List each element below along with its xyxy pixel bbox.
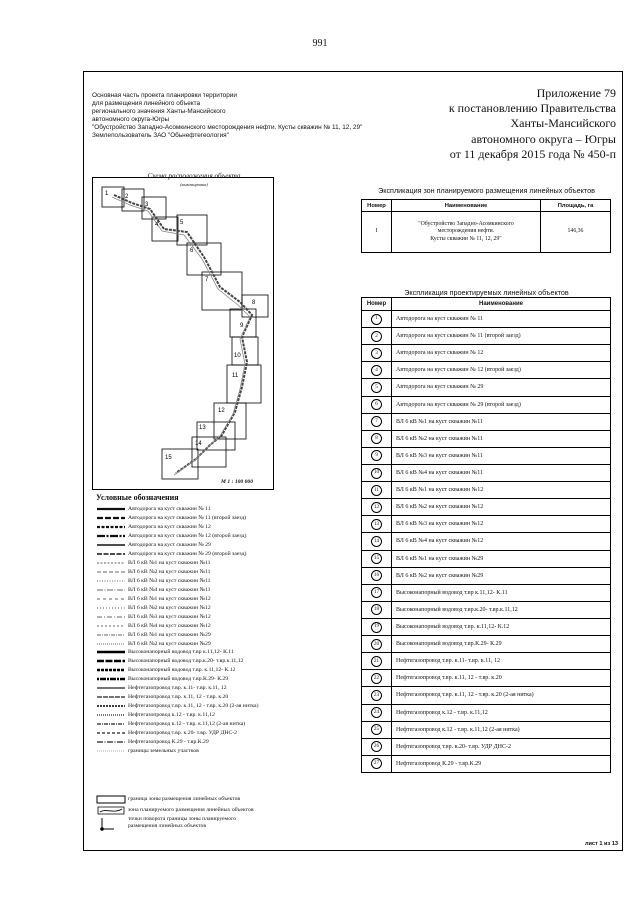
legend-line-sample bbox=[96, 748, 126, 754]
legend-row bbox=[96, 648, 346, 657]
object-number: 14 bbox=[371, 536, 382, 547]
legend-label: Нефтегазопровод К.29 - т.вр.К.29 bbox=[128, 738, 209, 745]
table-row bbox=[362, 601, 611, 618]
scheme-label: 11 bbox=[232, 373, 239, 379]
legend-label: Нефтегазопровод к.12 - т.вр. к.11,12 (2-ая нитка) bbox=[128, 720, 246, 727]
table-row bbox=[362, 636, 611, 653]
object-number-cell bbox=[362, 618, 392, 635]
table-row bbox=[362, 653, 611, 670]
object-number: 27 bbox=[371, 758, 382, 769]
page-number: 991 bbox=[312, 38, 328, 49]
zone-area-symbol bbox=[96, 805, 126, 816]
object-name: Автодорога на куст скважин № 29 bbox=[392, 379, 611, 396]
legend-extra bbox=[96, 794, 346, 832]
legend-label: Высоконапорный водовод т.вр.к.20- т.вр.к.11,12 bbox=[128, 658, 244, 665]
legend-label: ВЛ 6 кВ №3 на куст скважин №11 bbox=[128, 577, 211, 584]
legend-title: Условные обозначения bbox=[96, 493, 179, 502]
legend-label: Нефтегазопровод т.вр. к.11, 12 - т.вр. к.20 bbox=[128, 694, 229, 701]
scheme-route bbox=[114, 195, 252, 473]
object-name: Нефтегазопровод т.вр. к.11, 12 - т.вр. к.20 bbox=[392, 670, 611, 687]
legend-label: Нефтегазопровод к.12 - т.вр. к.11,12 bbox=[128, 712, 215, 719]
legend-row bbox=[96, 702, 346, 711]
zone-boundary-symbol bbox=[96, 795, 126, 804]
objects-header-number: Номер bbox=[362, 298, 392, 311]
legend-label: Высоконапорный водовод т.вр к.11,12- К.11 bbox=[128, 649, 234, 656]
object-name: Нефтегазопровод т.вр. к.11, 12 - т.вр. к.20 (2-ая нитка) bbox=[392, 687, 611, 704]
object-name: Высоконапорный водовод т.вр.К.29- К.29 bbox=[392, 636, 611, 653]
scheme-label: 6 bbox=[190, 248, 194, 254]
legend-label: Высоконапорный водовод т.вр.К.29- К.29 bbox=[128, 676, 229, 683]
table-row bbox=[362, 345, 611, 362]
legend-line-sample bbox=[96, 739, 126, 745]
object-number-cell bbox=[362, 738, 392, 755]
decree-line: автономного округа – Югры bbox=[471, 131, 616, 146]
object-number-cell bbox=[362, 584, 392, 601]
table-row bbox=[362, 755, 611, 772]
legend-line-sample bbox=[96, 712, 126, 718]
object-number: 10 bbox=[371, 468, 382, 479]
legend-label: Автодорога на куст скважин № 12 (второй заезд) bbox=[128, 533, 247, 540]
header-line: Основная часть проекта планировки территории bbox=[92, 92, 237, 99]
legend-row bbox=[96, 746, 346, 755]
object-number: 17 bbox=[371, 587, 382, 598]
scheme-scale: М 1 : 100 000 bbox=[221, 479, 254, 485]
object-number-cell bbox=[362, 653, 392, 670]
object-number: 25 bbox=[371, 724, 382, 735]
object-number: 26 bbox=[371, 741, 382, 752]
table-row bbox=[362, 447, 611, 464]
legend-line-sample bbox=[96, 605, 126, 611]
table-row bbox=[362, 687, 611, 704]
legend-row bbox=[96, 630, 346, 639]
object-name: ВЛ 6 кВ №3 на куст скважин №12 bbox=[392, 516, 611, 533]
legend-label: ВЛ 6 кВ №4 на куст скважин №11 bbox=[128, 586, 211, 593]
object-number-cell bbox=[362, 755, 392, 772]
table-row bbox=[362, 516, 611, 533]
object-name: Нефтегазопровод т.вр. к.11- т.вр. к.11, 12 bbox=[392, 653, 611, 670]
object-number-cell bbox=[362, 704, 392, 721]
table-row bbox=[362, 499, 611, 516]
decree-line: Приложение 79 bbox=[536, 86, 616, 100]
object-name: ВЛ 6 кВ №2 на куст скважин №11 bbox=[392, 430, 611, 447]
object-name: Автодорога на куст скважин № 29 (второй заезд) bbox=[392, 396, 611, 413]
zone-name-line: "Обустройство Западно-Асомкинского bbox=[418, 220, 514, 227]
scheme-label: 12 bbox=[218, 408, 225, 414]
table-row bbox=[362, 379, 611, 396]
legend-row bbox=[96, 621, 346, 630]
object-number-cell bbox=[362, 636, 392, 653]
object-number: 24 bbox=[371, 707, 382, 718]
table-row bbox=[362, 362, 611, 379]
legend-label: Автодорога на куст скважин № 29 (второй заезд) bbox=[128, 551, 247, 558]
legend-line-sample bbox=[96, 542, 126, 548]
scheme-label: 8 bbox=[252, 300, 256, 306]
zone-name-line: Кусты скважин № 11, 12, 29" bbox=[430, 235, 502, 242]
object-name: Автодорога на куст скважин № 11 (второй заезд) bbox=[392, 328, 611, 345]
legend-line-sample bbox=[96, 506, 126, 512]
legend-label: ВЛ 6 кВ №1 на куст скважин №12 bbox=[128, 595, 211, 602]
object-name: Высоконапорный водовод т.вр. к.11,12- К.12 bbox=[392, 618, 611, 635]
legend-row bbox=[96, 514, 346, 523]
legend-line-sample bbox=[96, 551, 126, 557]
table-row bbox=[362, 533, 611, 550]
zones-header-area: Площадь, га bbox=[541, 200, 611, 212]
object-number-cell bbox=[362, 430, 392, 447]
object-number: 8 bbox=[371, 433, 382, 444]
table-row bbox=[362, 670, 611, 687]
legend-row bbox=[96, 728, 346, 737]
scheme-label: 13 bbox=[199, 425, 206, 431]
object-number-cell bbox=[362, 687, 392, 704]
legend-line-sample bbox=[96, 632, 126, 638]
zones-table-title: Экспликация зон планируемого размещения линейных объектов bbox=[378, 186, 595, 195]
legend-line-sample bbox=[96, 614, 126, 620]
object-number: 6 bbox=[371, 399, 382, 410]
document-sheet bbox=[83, 71, 623, 851]
legend-line-sample bbox=[96, 569, 126, 575]
legend-label: Нефтегазопровод т.вр. к.20- т.вр. УДР ДНС-2 bbox=[128, 729, 238, 736]
legend-row bbox=[96, 577, 346, 586]
project-header bbox=[92, 92, 392, 141]
object-number: 7 bbox=[371, 416, 382, 427]
legend-row bbox=[96, 693, 346, 702]
scheme-sheet-labels bbox=[105, 191, 256, 461]
scheme-label: 1 bbox=[105, 191, 109, 197]
sheet-label: лист 1 из 13 bbox=[584, 841, 618, 847]
legend-label: граница зоны размещения линейных объектов bbox=[128, 795, 241, 802]
object-name: ВЛ 6 кВ №4 на куст скважин №12 bbox=[392, 533, 611, 550]
legend-label: Нефтегазопровод т.вр. к.11, 12 - т.вр. к.20 (2-ая нитка) bbox=[128, 703, 259, 710]
objects-table bbox=[361, 297, 611, 773]
legend-line-sample bbox=[96, 641, 126, 647]
object-number-cell bbox=[362, 379, 392, 396]
object-number: 15 bbox=[371, 553, 382, 564]
legend-row bbox=[96, 639, 346, 648]
object-number-cell bbox=[362, 499, 392, 516]
legend-row bbox=[96, 505, 346, 514]
object-name: ВЛ 6 кВ №1 на куст скважин №11 bbox=[392, 413, 611, 430]
scheme-label: 7 bbox=[205, 277, 209, 283]
object-name: ВЛ 6 кВ №2 на куст скважин №12 bbox=[392, 499, 611, 516]
object-name: Нефтегазопровод к.12 - т.вр. к.11,12 (2-ая нитка) bbox=[392, 721, 611, 738]
legend-row bbox=[96, 559, 346, 568]
legend-label: ВЛ 6 кВ №1 на куст скважин №11 bbox=[128, 560, 211, 567]
table-row bbox=[362, 430, 611, 447]
decree-line: Ханты-Мансийского bbox=[510, 116, 616, 131]
legend-label-line: точки поворота границы зоны планируемого bbox=[128, 816, 237, 822]
object-name: Автодорога на куст скважин № 11 bbox=[392, 311, 611, 328]
zone-area: 146,36 bbox=[541, 212, 611, 253]
object-name: Автодорога на куст скважин № 12 (второй заезд) bbox=[392, 362, 611, 379]
legend-row bbox=[96, 585, 346, 594]
legend-line-sample bbox=[96, 667, 126, 673]
legend-label: зона планируемого размещения линейных объектов bbox=[128, 806, 254, 813]
legend-line-sample bbox=[96, 703, 126, 709]
legend-label: границы земельных участков bbox=[128, 747, 199, 754]
objects-header-name: Наименование bbox=[392, 298, 611, 311]
object-number: 5 bbox=[371, 382, 382, 393]
object-number: 3 bbox=[371, 348, 382, 359]
object-number-cell bbox=[362, 311, 392, 328]
object-name: Нефтегазопровод к.12 - т.вр. к.11,12 bbox=[392, 704, 611, 721]
legend-row bbox=[96, 666, 346, 675]
object-number: 13 bbox=[371, 519, 382, 530]
object-number: 16 bbox=[371, 570, 382, 581]
legend-label: ВЛ 6 кВ №3 на куст скважин №12 bbox=[128, 613, 211, 620]
object-number-cell bbox=[362, 396, 392, 413]
table-row bbox=[362, 550, 611, 567]
legend-row bbox=[96, 523, 346, 532]
legend-label: Автодорога на куст скважин № 12 bbox=[128, 524, 211, 531]
legend-label bbox=[128, 816, 236, 829]
object-number: 1 bbox=[371, 314, 382, 325]
location-scheme-map bbox=[92, 177, 274, 490]
object-number-cell bbox=[362, 601, 392, 618]
legend-line-sample bbox=[96, 578, 126, 584]
object-number-cell bbox=[362, 516, 392, 533]
legend-label: ВЛ 6 кВ №1 на куст скважин №29 bbox=[128, 631, 211, 638]
legend-line-sample bbox=[96, 730, 126, 736]
zone-number: I bbox=[362, 212, 392, 253]
object-number-cell bbox=[362, 362, 392, 379]
table-row bbox=[362, 311, 611, 328]
table-row bbox=[362, 328, 611, 345]
scheme-label: 5 bbox=[180, 220, 184, 226]
legend-row bbox=[96, 711, 346, 720]
scheme-label: 10 bbox=[234, 353, 241, 359]
zone-name-line: месторождения нефти. bbox=[437, 228, 495, 235]
legend-label: ВЛ 6 кВ №4 на куст скважин №12 bbox=[128, 622, 211, 629]
legend-line-sample bbox=[96, 524, 126, 530]
object-name: ВЛ 6 кВ №3 на куст скважин №11 bbox=[392, 447, 611, 464]
object-number: 18 bbox=[371, 604, 382, 615]
object-number-cell bbox=[362, 328, 392, 345]
decree-reference bbox=[366, 86, 616, 162]
legend-line-sample bbox=[96, 596, 126, 602]
legend-row bbox=[96, 532, 346, 541]
legend-row bbox=[96, 804, 346, 816]
zones-header-number: Номер bbox=[362, 200, 392, 212]
legend-row bbox=[96, 603, 346, 612]
object-number: 12 bbox=[371, 502, 382, 513]
table-row bbox=[362, 584, 611, 601]
header-line: "Обустройство Западно-Асомкинского месторождения нефти. Кусты скважин № 11, 12, 29" bbox=[92, 124, 363, 132]
legend-label-line: размещения линейных объектов bbox=[128, 822, 206, 829]
legend-label: Высоконапорный водовод т.вр. к.11,12- К.12 bbox=[128, 667, 236, 674]
legend-label: Автодорога на куст скважин № 29 bbox=[128, 542, 211, 549]
scheme-label: 2 bbox=[125, 194, 129, 200]
legend-row bbox=[96, 594, 346, 603]
object-number-cell bbox=[362, 670, 392, 687]
legend bbox=[96, 505, 346, 755]
object-number-cell bbox=[362, 482, 392, 499]
scheme-label: 4 bbox=[155, 222, 159, 228]
legend-label: Нефтегазопровод т.вр. к.11- т.вр. к.11, 12 bbox=[128, 685, 227, 692]
object-name: ВЛ 6 кВ №1 на куст скважин №12 bbox=[392, 482, 611, 499]
table-row bbox=[362, 567, 611, 584]
legend-row bbox=[96, 816, 346, 832]
legend-line-sample bbox=[96, 515, 126, 521]
object-number: 11 bbox=[371, 485, 382, 496]
legend-line-sample bbox=[96, 587, 126, 593]
legend-row bbox=[96, 550, 346, 559]
object-name: ВЛ 6 кВ №2 на куст скважин №29 bbox=[392, 567, 611, 584]
zones-table bbox=[361, 199, 611, 253]
scheme-label: 9 bbox=[240, 323, 244, 329]
table-row bbox=[362, 738, 611, 755]
object-number-cell bbox=[362, 447, 392, 464]
object-number: 4 bbox=[371, 365, 382, 376]
object-number: 22 bbox=[371, 673, 382, 684]
header-line: автономного округа-Югры bbox=[92, 116, 170, 124]
table-row bbox=[362, 618, 611, 635]
legend-line-sample bbox=[96, 685, 126, 691]
zone-name bbox=[392, 212, 541, 253]
scheme-subtitle: (выкопировка) bbox=[180, 182, 208, 187]
header-line: для размещения линейного объекта bbox=[92, 100, 201, 108]
table-row bbox=[362, 464, 611, 481]
legend-label: ВЛ 6 кВ №2 на куст скважин №11 bbox=[128, 569, 211, 576]
legend-row bbox=[96, 541, 346, 550]
object-number-cell bbox=[362, 464, 392, 481]
table-row bbox=[362, 704, 611, 721]
legend-label: Автодорога на куст скважин № 11 bbox=[128, 506, 211, 513]
legend-row bbox=[96, 612, 346, 621]
legend-row bbox=[96, 720, 346, 729]
legend-line-sample bbox=[96, 658, 126, 664]
table-row bbox=[362, 212, 611, 253]
header-line: Землепользователь ЗАО "Обьнефтегеология" bbox=[92, 132, 229, 140]
legend-line-sample bbox=[96, 649, 126, 655]
object-name: Нефтегазопровод К.29 - т.вр.К.29 bbox=[392, 755, 611, 772]
legend-line-sample bbox=[96, 721, 126, 727]
object-name: Высоконапорный водовод т.вр.к.20- т.вр.к.11,12 bbox=[392, 601, 611, 618]
scheme-label: 14 bbox=[195, 441, 202, 447]
legend-row bbox=[96, 657, 346, 666]
object-number: 23 bbox=[371, 690, 382, 701]
legend-row bbox=[96, 568, 346, 577]
legend-line-sample bbox=[96, 694, 126, 700]
object-number: 21 bbox=[371, 656, 382, 667]
turning-point-symbol bbox=[96, 816, 126, 831]
decree-line: от 11 декабря 2015 года № 450-п bbox=[449, 146, 616, 161]
object-number: 19 bbox=[371, 622, 382, 633]
legend-row bbox=[96, 684, 346, 693]
object-number-cell bbox=[362, 345, 392, 362]
scheme-title: Схема расположения объекта bbox=[147, 172, 241, 180]
table-row bbox=[362, 413, 611, 430]
table-row bbox=[362, 721, 611, 738]
object-number-cell bbox=[362, 550, 392, 567]
header-line: регионального значения Ханты-Мансийского bbox=[92, 108, 226, 116]
object-name: Высоконапорный водовод т.вр к.11,12- К.11 bbox=[392, 584, 611, 601]
object-number: 2 bbox=[371, 331, 382, 342]
legend-line-sample bbox=[96, 560, 126, 566]
legend-row bbox=[96, 794, 346, 804]
objects-table-body bbox=[362, 311, 611, 773]
scheme-label: 15 bbox=[165, 455, 172, 461]
table-row bbox=[362, 482, 611, 499]
legend-label: ВЛ 6 кВ №2 на куст скважин №12 bbox=[128, 604, 211, 611]
object-number-cell bbox=[362, 721, 392, 738]
object-name: Нефтегазопровод т.вр. к.20- т.вр. УДР ДНС-2 bbox=[392, 738, 611, 755]
legend-line-sample bbox=[96, 623, 126, 629]
decree-line: к постановлению Правительства bbox=[448, 101, 616, 116]
legend-row bbox=[96, 675, 346, 684]
object-number: 20 bbox=[371, 639, 382, 650]
scheme-label: 3 bbox=[145, 202, 149, 208]
zones-header-name: Наименование bbox=[392, 200, 541, 212]
objects-table-title: Экспликация проектируемых линейных объектов bbox=[404, 288, 569, 297]
object-name: ВЛ 6 кВ №1 на куст скважин №29 bbox=[392, 550, 611, 567]
legend-row bbox=[96, 737, 346, 746]
legend-label: Автодорога на куст скважин № 11 (второй заезд) bbox=[128, 515, 247, 522]
object-number-cell bbox=[362, 413, 392, 430]
object-name: ВЛ 6 кВ №4 на куст скважин №11 bbox=[392, 464, 611, 481]
object-number: 9 bbox=[371, 450, 382, 461]
table-row bbox=[362, 396, 611, 413]
object-number-cell bbox=[362, 533, 392, 550]
object-number-cell bbox=[362, 567, 392, 584]
legend-line-sample bbox=[96, 676, 126, 682]
object-name: Автодорога на куст скважин № 12 bbox=[392, 345, 611, 362]
legend-line-sample bbox=[96, 533, 126, 539]
legend-label: ВЛ 6 кВ №2 на куст скважин №29 bbox=[128, 640, 211, 647]
